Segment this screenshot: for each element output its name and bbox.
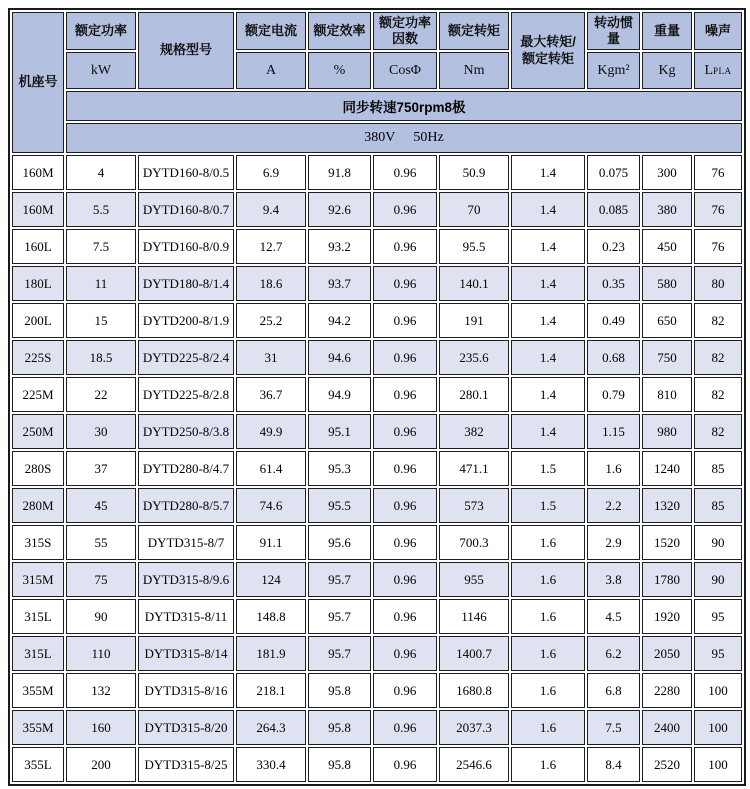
cell: 1.4 (511, 192, 585, 227)
cell: 50.9 (439, 155, 509, 190)
cell: 200L (12, 303, 64, 338)
table-row (12, 599, 742, 634)
table-row (12, 266, 742, 301)
cell: 45 (66, 488, 136, 523)
header-max-torque-ratio: 最大转矩/额定转矩 (511, 12, 585, 89)
banner-supply: 380V 50Hz (66, 123, 742, 153)
cell: 95.3 (308, 451, 371, 486)
cell: 30 (66, 414, 136, 449)
cell: 90 (694, 562, 742, 597)
cell: 1.6 (511, 562, 585, 597)
cell: 100 (694, 710, 742, 745)
cell: 200 (66, 747, 136, 782)
cell: 315L (12, 599, 64, 634)
cell: 82 (694, 303, 742, 338)
cell: 380 (642, 192, 692, 227)
cell: 75 (66, 562, 136, 597)
cell: 0.96 (373, 340, 437, 375)
cell: 1680.8 (439, 673, 509, 708)
cell: 7.5 (66, 229, 136, 264)
cell: 4 (66, 155, 136, 190)
cell: 95.5 (308, 488, 371, 523)
table-row (12, 488, 742, 523)
cell: 82 (694, 377, 742, 412)
cell: 95.6 (308, 525, 371, 560)
cell: 1.4 (511, 377, 585, 412)
header-frame-size: 机座号 (12, 12, 64, 153)
cell: 0.085 (587, 192, 640, 227)
cell: 90 (694, 525, 742, 560)
cell: DYTD315-8/16 (138, 673, 234, 708)
cell: 55 (66, 525, 136, 560)
cell: 2.9 (587, 525, 640, 560)
cell: 95.8 (308, 747, 371, 782)
cell: 0.96 (373, 636, 437, 671)
cell: 355M (12, 673, 64, 708)
banner-sync-speed: 同步转速750rpm8极 (66, 91, 742, 121)
cell: 955 (439, 562, 509, 597)
cell: 2520 (642, 747, 692, 782)
cell: 90 (66, 599, 136, 634)
cell: 95.8 (308, 673, 371, 708)
header-inertia: 转动惯量 (587, 12, 640, 50)
table-row (12, 192, 742, 227)
unit-kgm2: Kgm² (587, 52, 640, 89)
cell: DYTD160-8/0.7 (138, 192, 234, 227)
cell: 94.6 (308, 340, 371, 375)
cell: 100 (694, 673, 742, 708)
cell: 74.6 (236, 488, 306, 523)
cell: DYTD180-8/1.4 (138, 266, 234, 301)
cell: 1.4 (511, 414, 585, 449)
cell: 235.6 (439, 340, 509, 375)
cell: 95.1 (308, 414, 371, 449)
header-rated-torque: 额定转矩 (439, 12, 509, 50)
cell: 1320 (642, 488, 692, 523)
cell: 2050 (642, 636, 692, 671)
unit-nm: Nm (439, 52, 509, 89)
cell: 70 (439, 192, 509, 227)
cell: 1.6 (511, 636, 585, 671)
cell: 225S (12, 340, 64, 375)
cell: 36.7 (236, 377, 306, 412)
cell: 2546.6 (439, 747, 509, 782)
cell: 280M (12, 488, 64, 523)
cell: 1.4 (511, 155, 585, 190)
cell: 280S (12, 451, 64, 486)
cell: DYTD225-8/2.4 (138, 340, 234, 375)
motor-spec-table (8, 8, 746, 786)
cell: 82 (694, 414, 742, 449)
cell: 25.2 (236, 303, 306, 338)
cell: 0.96 (373, 192, 437, 227)
cell: 1.6 (587, 451, 640, 486)
cell: 18.5 (66, 340, 136, 375)
cell: 750 (642, 340, 692, 375)
cell: 3.8 (587, 562, 640, 597)
cell: 61.4 (236, 451, 306, 486)
cell: 11 (66, 266, 136, 301)
cell: DYTD315-8/7 (138, 525, 234, 560)
cell: 148.8 (236, 599, 306, 634)
cell: 0.96 (373, 525, 437, 560)
cell: 264.3 (236, 710, 306, 745)
table-row (12, 340, 742, 375)
cell: DYTD280-8/4.7 (138, 451, 234, 486)
cell: 80 (694, 266, 742, 301)
cell: 93.2 (308, 229, 371, 264)
table-row (12, 673, 742, 708)
header-rated-current: 额定电流 (236, 12, 306, 50)
table-row (12, 710, 742, 745)
cell: 100 (694, 747, 742, 782)
table-row (12, 562, 742, 597)
cell: 0.96 (373, 155, 437, 190)
cell: 95.5 (439, 229, 509, 264)
cell: 2037.3 (439, 710, 509, 745)
cell: 124 (236, 562, 306, 597)
cell: 1146 (439, 599, 509, 634)
cell: 76 (694, 229, 742, 264)
cell: 810 (642, 377, 692, 412)
header-noise: 噪声 (694, 12, 742, 50)
cell: 315L (12, 636, 64, 671)
cell: 0.96 (373, 451, 437, 486)
cell: 1.5 (511, 488, 585, 523)
cell: 181.9 (236, 636, 306, 671)
cell: 160M (12, 192, 64, 227)
cell: 6.2 (587, 636, 640, 671)
cell: 15 (66, 303, 136, 338)
cell: 1400.7 (439, 636, 509, 671)
header-rated-efficiency: 额定效率 (308, 12, 371, 50)
cell: DYTD225-8/2.8 (138, 377, 234, 412)
cell: 355M (12, 710, 64, 745)
cell: 95.8 (308, 710, 371, 745)
cell: 160L (12, 229, 64, 264)
cell: 37 (66, 451, 136, 486)
cell: 8.4 (587, 747, 640, 782)
cell: 0.96 (373, 414, 437, 449)
unit-cos-phi: CosΦ (373, 52, 437, 89)
cell: 31 (236, 340, 306, 375)
cell: 76 (694, 155, 742, 190)
header-weight: 重量 (642, 12, 692, 50)
cell: 82 (694, 340, 742, 375)
cell: 95.7 (308, 599, 371, 634)
cell: DYTD160-8/0.5 (138, 155, 234, 190)
header-rated-power: 额定功率 (66, 12, 136, 50)
cell: 9.4 (236, 192, 306, 227)
cell: DYTD315-8/14 (138, 636, 234, 671)
cell: DYTD200-8/1.9 (138, 303, 234, 338)
cell: 132 (66, 673, 136, 708)
cell: 191 (439, 303, 509, 338)
cell: DYTD315-8/20 (138, 710, 234, 745)
cell: 0.79 (587, 377, 640, 412)
header-model: 规格型号 (138, 12, 234, 89)
cell: 471.1 (439, 451, 509, 486)
table-row (12, 303, 742, 338)
cell: 0.96 (373, 562, 437, 597)
cell: 0.96 (373, 747, 437, 782)
cell: 76 (694, 192, 742, 227)
cell: 91.1 (236, 525, 306, 560)
cell: 700.3 (439, 525, 509, 560)
cell: 1240 (642, 451, 692, 486)
cell: 92.6 (308, 192, 371, 227)
cell: 2280 (642, 673, 692, 708)
cell: 1.5 (511, 451, 585, 486)
cell: 580 (642, 266, 692, 301)
cell: 95 (694, 636, 742, 671)
table-row (12, 747, 742, 782)
cell: 0.96 (373, 488, 437, 523)
cell: 315M (12, 562, 64, 597)
cell: 140.1 (439, 266, 509, 301)
cell: 4.5 (587, 599, 640, 634)
cell: 49.9 (236, 414, 306, 449)
cell: 18.6 (236, 266, 306, 301)
cell: 280.1 (439, 377, 509, 412)
cell: 180L (12, 266, 64, 301)
cell: 1.6 (511, 599, 585, 634)
cell: 6.9 (236, 155, 306, 190)
cell: 0.96 (373, 303, 437, 338)
table-row (12, 155, 742, 190)
cell: 2.2 (587, 488, 640, 523)
cell: 110 (66, 636, 136, 671)
table-row (12, 377, 742, 412)
cell: 0.96 (373, 673, 437, 708)
cell: DYTD315-8/25 (138, 747, 234, 782)
cell: 6.8 (587, 673, 640, 708)
cell: 1.6 (511, 525, 585, 560)
cell: 450 (642, 229, 692, 264)
cell: 573 (439, 488, 509, 523)
cell: 2400 (642, 710, 692, 745)
cell: DYTD315-8/11 (138, 599, 234, 634)
cell: 0.49 (587, 303, 640, 338)
cell: 12.7 (236, 229, 306, 264)
table-row (12, 414, 742, 449)
table-row (12, 229, 742, 264)
table-row (12, 451, 742, 486)
cell: 355L (12, 747, 64, 782)
cell: 300 (642, 155, 692, 190)
cell: 1.4 (511, 266, 585, 301)
unit-ampere: A (236, 52, 306, 89)
cell: 0.35 (587, 266, 640, 301)
table-row (12, 636, 742, 671)
cell: DYTD160-8/0.9 (138, 229, 234, 264)
cell: 1920 (642, 599, 692, 634)
cell: 0.96 (373, 377, 437, 412)
cell: 315S (12, 525, 64, 560)
table-row (12, 525, 742, 560)
cell: 5.5 (66, 192, 136, 227)
cell: 22 (66, 377, 136, 412)
cell: 250M (12, 414, 64, 449)
header-power-factor: 额定功率因数 (373, 12, 437, 50)
cell: 94.9 (308, 377, 371, 412)
unit-noise-level: LPLA (694, 52, 742, 89)
cell: 95.7 (308, 636, 371, 671)
cell: 0.96 (373, 710, 437, 745)
cell: 1.6 (511, 673, 585, 708)
cell: 7.5 (587, 710, 640, 745)
cell: 1780 (642, 562, 692, 597)
cell: 0.68 (587, 340, 640, 375)
cell: 85 (694, 488, 742, 523)
cell: 1.4 (511, 229, 585, 264)
cell: 91.8 (308, 155, 371, 190)
unit-percent: % (308, 52, 371, 89)
cell: 160M (12, 155, 64, 190)
cell: 0.96 (373, 599, 437, 634)
cell: 0.96 (373, 229, 437, 264)
cell: 650 (642, 303, 692, 338)
cell: 1.15 (587, 414, 640, 449)
unit-kg: Kg (642, 52, 692, 89)
cell: 1.4 (511, 340, 585, 375)
cell: 1520 (642, 525, 692, 560)
cell: 160 (66, 710, 136, 745)
cell: 85 (694, 451, 742, 486)
cell: 93.7 (308, 266, 371, 301)
cell: 980 (642, 414, 692, 449)
cell: 218.1 (236, 673, 306, 708)
cell: 225M (12, 377, 64, 412)
cell: 94.2 (308, 303, 371, 338)
cell: 0.23 (587, 229, 640, 264)
cell: 1.6 (511, 747, 585, 782)
cell: DYTD315-8/9.6 (138, 562, 234, 597)
cell: 1.6 (511, 710, 585, 745)
cell: 330.4 (236, 747, 306, 782)
cell: 95 (694, 599, 742, 634)
cell: 0.075 (587, 155, 640, 190)
cell: 382 (439, 414, 509, 449)
unit-kw: kW (66, 52, 136, 89)
cell: 1.4 (511, 303, 585, 338)
cell: 0.96 (373, 266, 437, 301)
table-body (12, 155, 742, 782)
cell: DYTD280-8/5.7 (138, 488, 234, 523)
cell: 95.7 (308, 562, 371, 597)
cell: DYTD250-8/3.8 (138, 414, 234, 449)
